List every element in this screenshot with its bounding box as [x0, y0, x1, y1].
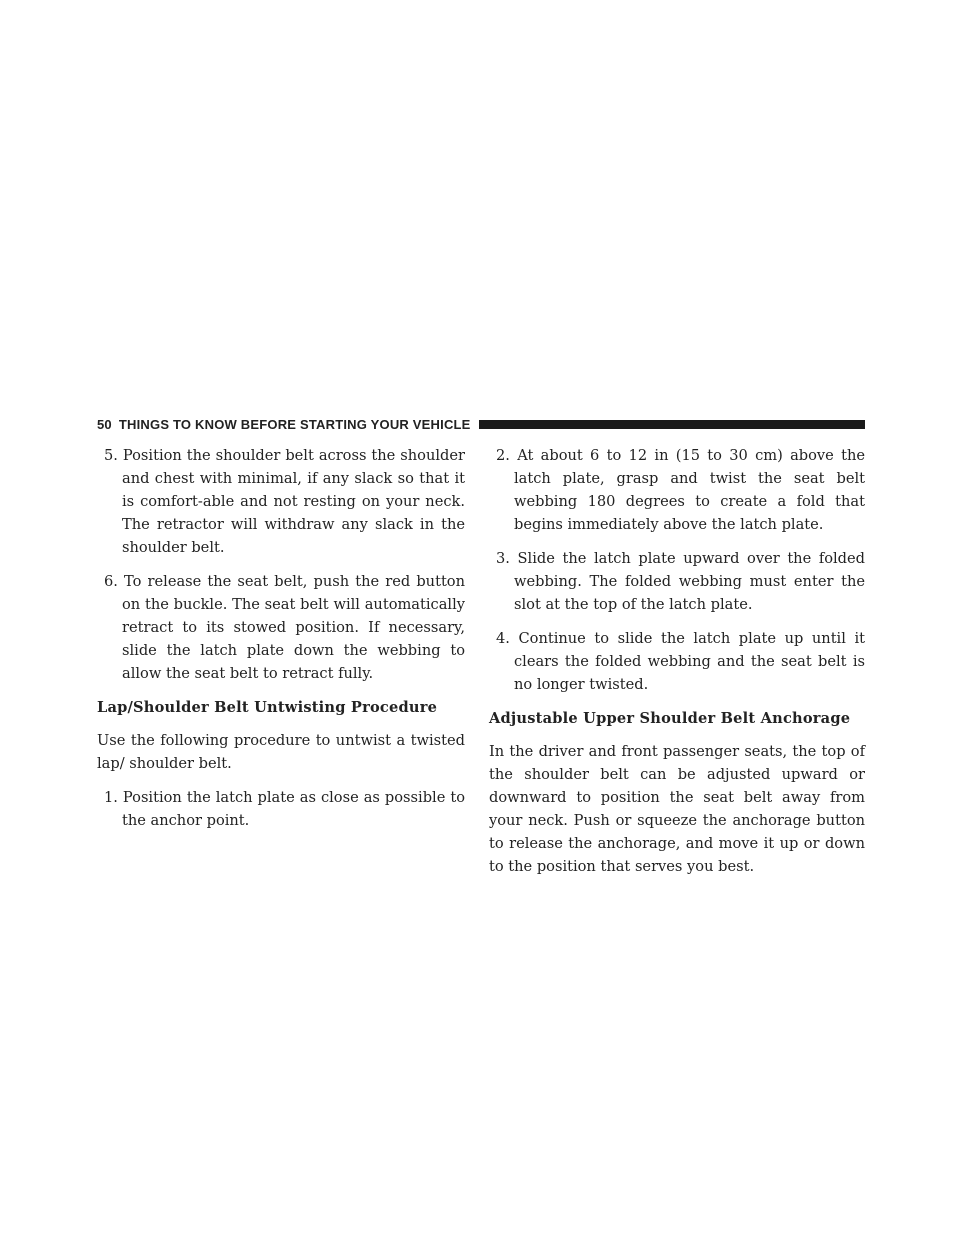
anchorage-body: In the driver and front passenger seats, the top of the shoulder belt can be adjusted upward or downward to position the seat belt away from your neck. Push or squeeze the anchorage button to release the anchorage, and move it up or down to the position that serves you best. [489, 743, 865, 875]
step-2: 2. At about 6 to 12 in (15 to 30 cm) above the latch plate, grasp and twist the seat belt webbing 180 degrees to create a fold that begins immediately above the latch plate. [496, 447, 865, 533]
anchorage-heading: Adjustable Upper Shoulder Belt Anchorage [489, 710, 851, 727]
section-title: THINGS TO KNOW BEFORE STARTING YOUR VEHICLE [118, 416, 471, 432]
untwisting-intro: Use the following procedure to untwist a twisted lap/ shoulder belt. [97, 732, 465, 772]
step-1: 1. Position the latch plate as close as possible to the anchor point. [104, 789, 465, 829]
step-4: 4. Continue to slide the latch plate up until it clears the folded webbing and the seat belt is no longer twisted. [496, 630, 865, 693]
left-column [97, 444, 465, 843]
untwisting-heading: Lap/Shoulder Belt Untwisting Procedure [97, 699, 438, 716]
step-6: 6. To release the seat belt, push the red button on the buckle. The seat belt will automatically retract to its stowed position. If necessary, slide the latch plate down the webbing to allow the seat belt to retract fully. [104, 573, 465, 682]
step-3: 3. Slide the latch plate upward over the folded webbing. The folded webbing must enter the slot at the top of the latch plate. [496, 550, 865, 613]
header-rule [479, 420, 865, 429]
right-column [489, 444, 865, 889]
page-header [97, 416, 865, 432]
step-5: 5. Position the shoulder belt across the shoulder and chest with minimal, if any slack so that it is comfort-able and not resting on your neck. The retractor will withdraw any slack in the shoulder belt. [104, 447, 465, 556]
page-number: 50 [97, 416, 112, 432]
